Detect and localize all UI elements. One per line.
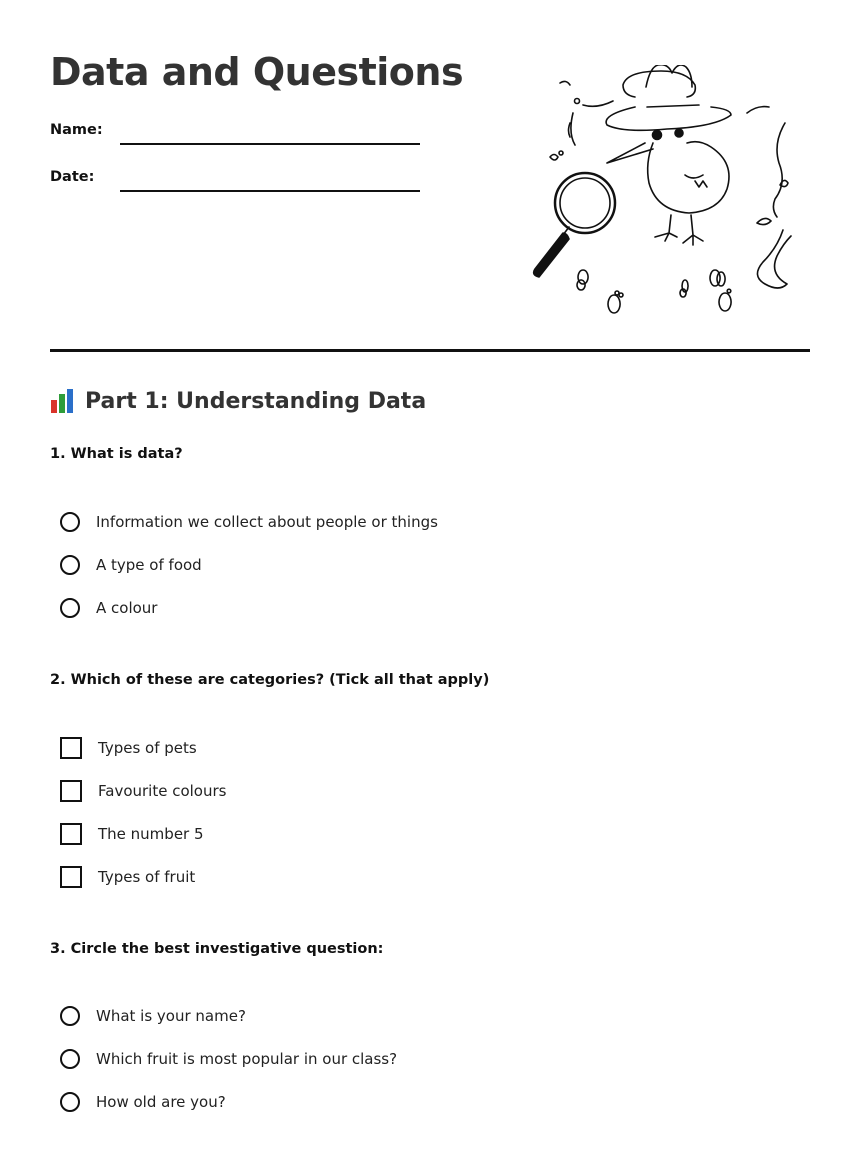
question-3-option[interactable]: How old are you? — [60, 1090, 226, 1114]
detective-kiwi-illustration — [525, 65, 820, 325]
date-label: Date: — [50, 169, 95, 185]
section-title-label: Part 1: Understanding Data — [85, 388, 427, 414]
checkbox[interactable] — [60, 823, 82, 845]
radio-button[interactable] — [60, 1006, 80, 1026]
question-3-option[interactable]: What is your name? — [60, 1004, 246, 1028]
question-2-option[interactable]: Favourite colours — [60, 779, 226, 803]
question-2-option[interactable]: Types of pets — [60, 736, 197, 760]
checkbox[interactable] — [60, 866, 82, 888]
radio-button[interactable] — [60, 512, 80, 532]
question-3-option[interactable]: Which fruit is most popular in our class? — [60, 1047, 397, 1071]
bar-chart-icon — [50, 388, 74, 414]
name-label: Name: — [50, 122, 103, 138]
question-2-prompt: 2. Which of these are categories? (Tick all that apply) — [50, 672, 490, 688]
radio-button[interactable] — [60, 555, 80, 575]
question-2-option[interactable]: Types of fruit — [60, 865, 195, 889]
footprint-icon — [550, 81, 791, 313]
kiwi-bird-icon — [606, 65, 731, 245]
header-divider — [50, 349, 810, 352]
radio-button[interactable] — [60, 1049, 80, 1069]
question-3-prompt: 3. Circle the best investigative question: — [50, 941, 384, 957]
checkbox[interactable] — [60, 780, 82, 802]
worksheet-title: Data and Questions — [50, 50, 464, 94]
question-1-prompt: 1. What is data? — [50, 446, 183, 462]
question-1-option[interactable]: Information we collect about people or things — [60, 510, 438, 534]
magnifying-glass-icon — [534, 173, 615, 277]
section-title-part1 — [50, 388, 426, 414]
radio-button[interactable] — [60, 598, 80, 618]
question-1-option[interactable]: A type of food — [60, 553, 202, 577]
name-field[interactable] — [120, 143, 420, 145]
radio-button[interactable] — [60, 1092, 80, 1112]
date-field[interactable] — [120, 190, 420, 192]
question-1-option[interactable]: A colour — [60, 596, 157, 620]
checkbox[interactable] — [60, 737, 82, 759]
question-2-option[interactable]: The number 5 — [60, 822, 204, 846]
